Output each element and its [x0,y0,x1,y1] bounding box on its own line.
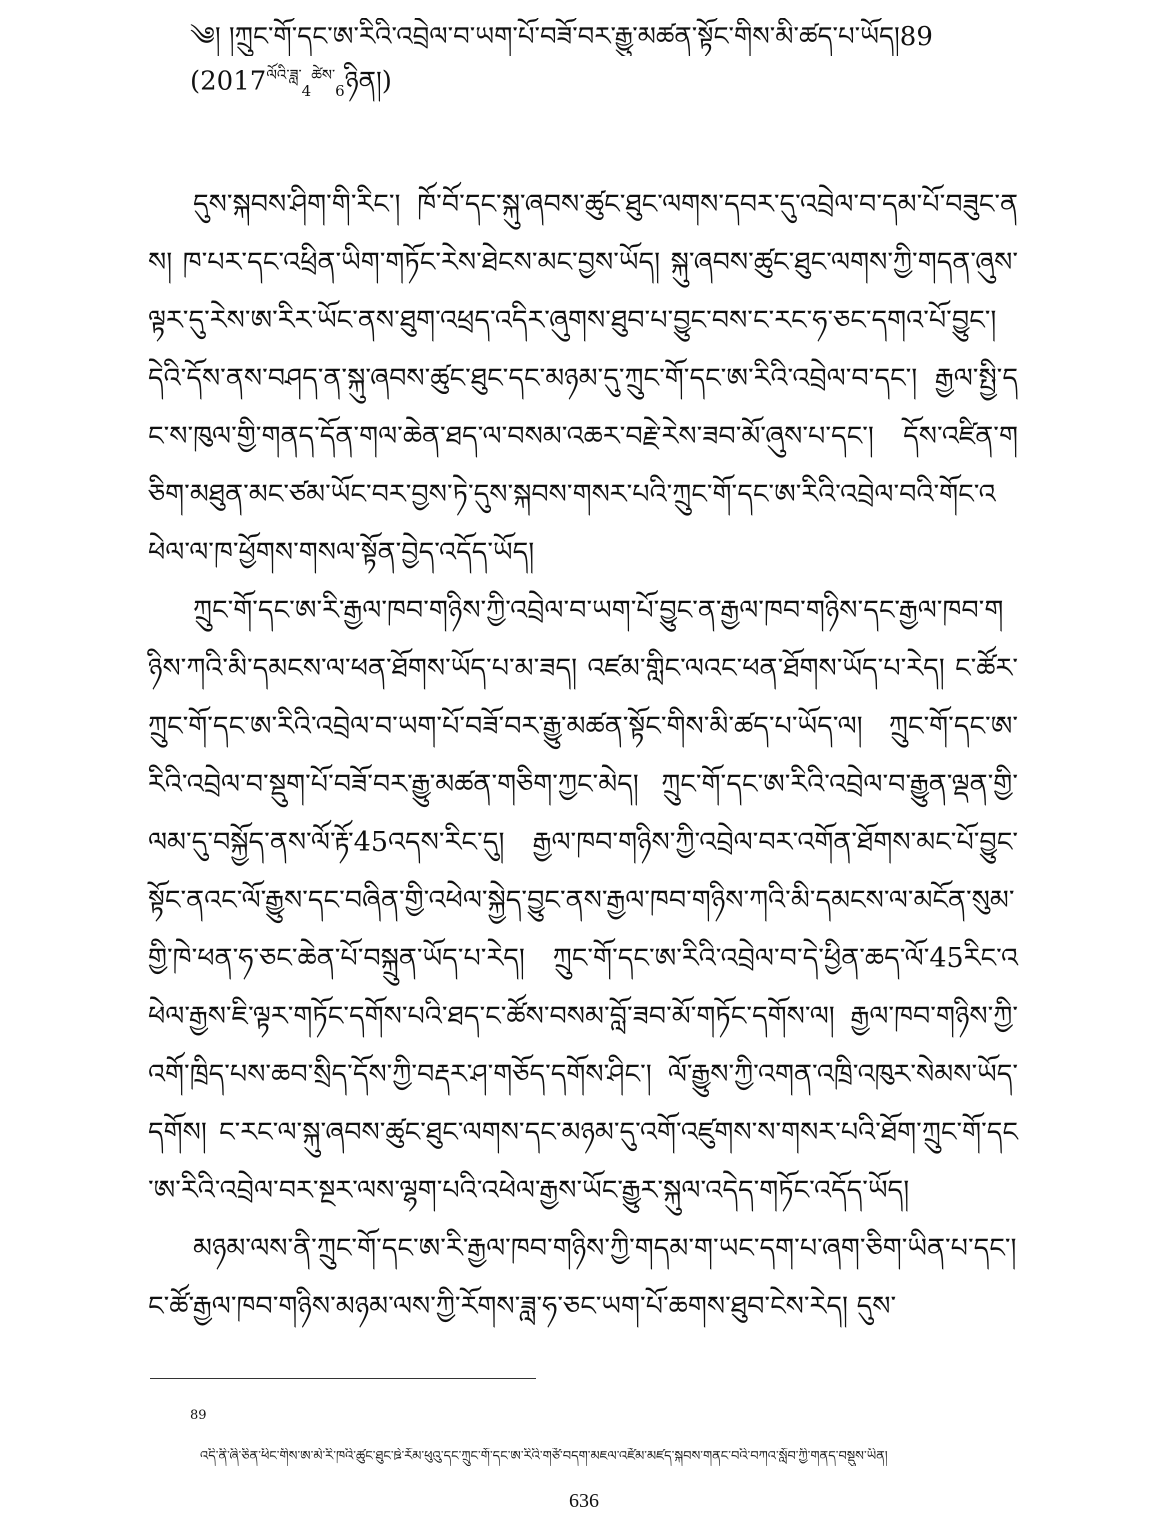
paragraph-3: མཉམ་ལས་ནི་ཀྲུང་གོ་དང་ཨ་རི་རྒྱལ་ཁབ་གཉིས་ཀྱི་གདམ་ག་ཡང་དག་པ་ཞག་ཅིག་ཡིན་པ་དང་། ང་ཚོ་རྒྱལ་ཁབ་གཉིས་མཉམ་ལས་ཀྱི་རོགས་ཟླ་ཧ་ཅང་ཡག་པོ་ཆགས་ཐུབ་ངེས་རེད། དུས་ [148,1233,1017,1322]
footnote-mark: 89 [190,1408,207,1423]
date-close: ཉིན།) [344,66,392,97]
footnote-text: འདི་ནི་ཞི་ཅིན་ཕིང་གིས་ཨ་མེ་རི་ཁའི་ཚུང་ཐུང་ཋེ་རོམ་ཕུའུ་དང་ཀྲུང་གོ་དང་ཨ་རིའི་གཙོ་བདག་མཇལ་འཛོམ་མཛད་སྐབས་གནང་བའི་བཀའ་སློབ་ཀྱི་གནད་བསྡུས་ཡིན། [200,1449,888,1464]
date-month-word: ཟླ་ [289,66,302,84]
date-day-number: 6 [335,81,345,100]
paragraph-2: ཀྲུང་གོ་དང་ཨ་རི་རྒྱལ་ཁབ་གཉིས་ཀྱི་འབྲེལ་བ་ཡག་པོ་བྱུང་ན་རྒྱལ་ཁབ་གཉིས་དང་རྒྱལ་ཁབ་གཉིས་ཀའི་མི་དམངས་ལ་ཕན་ཐོགས་ཡོད་པ་མ་ཟད། འཛམ་གླིང་ལའང་ཕན་ཐོགས་ཡོད་པ་རེད། ང་ཚོར་ཀྲུང་གོ་དང་ཨ་རིའི་འབྲེལ་བ་ཡག་པོ་བཟོ་བར་རྒྱུ་མཚན་སྟོང་གིས་མི་ཚད་པ་ཡོད་ལ། ཀྲུང་གོ་དང་ཨ་རིའི་འབྲེལ་བ་སྡུག་པོ་བཟོ་བར་རྒྱུ་མཚན་གཅིག་ཀྱང་མེད། ཀྲུང་གོ་དང་ཨ་རིའི་འབྲེལ་བ་རྒྱུན་ལྡན་གྱི་ལམ་དུ་བསྐྱོད་ནས་ལོ་རྟོ་45འདས་རིང་དུ། རྒྱལ་ཁབ་གཉིས་ཀྱི་འབྲེལ་བར་འགོན་ཐོགས་མང་པོ་བྱུང་སྟོང་ནའང་ལོ་རྒྱུས་དང་བཞིན་གྱི་འཕེལ་སྐྱེད་བྱུང་ནས་རྒྱལ་ཁབ་གཉིས་ཀའི་མི་དམངས་ལ་མངོན་སུམ་གྱི་ཁེ་ཕན་ཧ་ཅང་ཆེན་པོ་བསྐྲུན་ཡོད་པ་རེད། ཀྲུང་གོ་དང་ཨ་རིའི་འབྲེལ་བ་དེ་ཕྱིན་ཆད་ལོ་45རིང་འཕེལ་རྒྱས་ཇི་ལྟར་གཏོང་དགོས་པའི་ཐད་ང་ཚོས་བསམ་བློ་ཟབ་མོ་གཏོང་དགོས་ལ། རྒྱལ་ཁབ་གཉིས་ཀྱི་འགོ་ཁྲིད་པས་ཆབ་སྲིད་དོས་ཀྱི་བརྡར་ཤ་གཅོད་དགོས་ཤིང་། ལོ་རྒྱུས་ཀྱི་འགན་འཁྲི་འཁུར་སེམས་ཡོད་དགོས། ང་རང་ལ་སྐུ་ཞབས་ཚུང་ཐུང་ལགས་དང་མཉམ་དུ་འགོ་འཛུགས་ས་གསར་པའི་ཐོག་ཀྲུང་གོ་དང་ཨ་རིའི་འབྲེལ་བར་སྔར་ལས་ལྷག་པའི་འཕེལ་རྒྱས་ཡོང་རྒྱུར་སྐུལ་འདེད་གཏོང་འདོད་ཡོད། [148,595,1018,1206]
date-day-word: ཚེས་ [311,66,336,84]
body-text [148,176,1018,1336]
date-month-number: 4 [301,81,312,100]
article-heading [190,18,1050,110]
heading-title: ༄། །ཀྲུང་གོ་དང་ཨ་རིའི་འབྲེལ་བ་ཡག་པོ་བཟོ་བར་རྒྱུ་མཚན་སྟོང་གིས་མི་ཚད་པ་ཡོད།89 [190,22,933,52]
heading-date [190,56,1050,110]
paragraph-1: དུས་སྐབས་ཤིག་གི་རིང་། ཁོ་བོ་དང་སྐུ་ཞབས་ཚུང་ཐུང་ལགས་དབར་དུ་འབྲེལ་བ་དམ་པོ་བཟུང་ནས། ཁ་པར་དང་འཕྲིན་ཡིག་གཏོང་རེས་ཐེངས་མང་བྱས་ཡོད། སྐུ་ཞབས་ཚུང་ཐུང་ལགས་ཀྱི་གདན་ཞུས་ལྟར་དུ་རེས་ཨ་རིར་ཡོང་ནས་ཐུག་འཕྲད་འདིར་ཞུགས་ཐུབ་པ་བྱུང་བས་ང་རང་ཧ་ཅང་དགའ་པོ་བྱུང་། དེའི་དོས་ནས་བཤད་ན་སྐུ་ཞབས་ཚུང་ཐུང་དང་མཉམ་དུ་ཀྲུང་གོ་དང་ཨ་རིའི་འབྲེལ་བ་དང་། རྒྱལ་སྤྱི་དང་ས་ཁུལ་གྱི་གནད་དོན་གལ་ཆེན་ཐད་ལ་བསམ་འཆར་བརྗེ་རེས་ཟབ་མོ་ཞུས་པ་དང་། དོས་འཛིན་གཅིག་མཐུན་མང་ཙམ་ཡོང་བར་བྱས་ཏེ་དུས་སྐབས་གསར་པའི་ཀྲུང་གོ་དང་ཨ་རིའི་འབྲེལ་བའི་གོང་འཕེལ་ལ་ཁ་ཕྱོགས་གསལ་སྟོན་བྱེད་འདོད་ཡོད། [148,189,1018,568]
footnote-divider [150,1378,536,1379]
page-number: 636 [569,1490,599,1512]
date-year-suffix: ལོའི་ [266,66,290,84]
date-open: (2017 [190,66,267,97]
